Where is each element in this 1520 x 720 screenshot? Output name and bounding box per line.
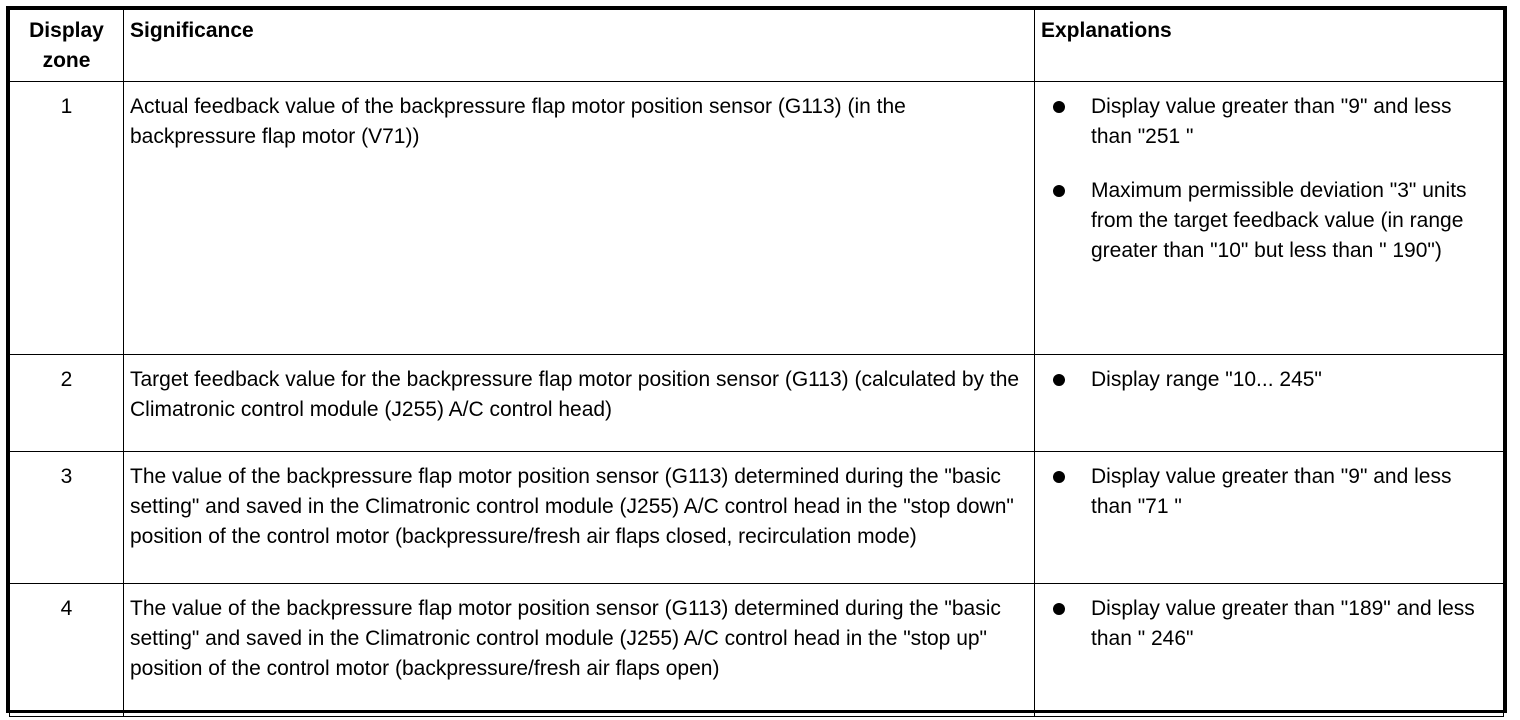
display-zone-table-container [6, 6, 1507, 713]
significance-cell: The value of the backpressure flap motor position sensor (G113) determined during the "basic setting" and saved in the Climatronic control module (J255) A/C control head in the "stop down" position of the control motor (backpressure/fresh air flaps closed, recirculation mode) [124, 452, 1035, 584]
bullet-icon [1053, 185, 1065, 197]
explanations-cell [1035, 355, 1504, 452]
zone-cell: 2 [10, 355, 124, 452]
bullet-icon [1053, 603, 1065, 615]
explanation-item [1053, 176, 1497, 266]
zone-cell: 1 [10, 82, 124, 355]
table-header-row [10, 10, 1504, 82]
table-row [10, 82, 1504, 355]
explanation-text: Display value greater than "189" and less than " 246" [1091, 597, 1475, 650]
explanations-cell [1035, 452, 1504, 584]
table-row [10, 584, 1504, 717]
explanations-cell [1035, 82, 1504, 355]
explanation-item [1053, 365, 1497, 395]
table-row [10, 355, 1504, 452]
zone-cell: 4 [10, 584, 124, 717]
significance-cell: Target feedback value for the backpressure flap motor position sensor (G113) (calculated by the Climatronic control module (J255) A/C control head) [124, 355, 1035, 452]
zone-cell: 3 [10, 452, 124, 584]
bullet-icon [1053, 374, 1065, 386]
significance-cell: The value of the backpressure flap motor position sensor (G113) determined during the "basic setting" and saved in the Climatronic control module (J255) A/C control head in the "stop up" position of the control motor (backpressure/fresh air flaps open) [124, 584, 1035, 717]
explanation-text: Display value greater than "9" and less than "251 " [1091, 95, 1452, 148]
explanation-text: Display value greater than "9" and less than "71 " [1091, 465, 1452, 518]
column-header-display-zone: Display zone [10, 10, 124, 82]
explanations-cell [1035, 584, 1504, 717]
column-header-explanations: Explanations [1035, 10, 1504, 82]
display-zone-table [9, 9, 1504, 717]
explanation-list [1053, 594, 1497, 654]
explanation-text: Display range "10... 245" [1091, 368, 1322, 391]
explanation-list [1053, 92, 1497, 266]
explanation-item [1053, 594, 1497, 654]
bullet-icon [1053, 101, 1065, 113]
significance-cell: Actual feedback value of the backpressure flap motor position sensor (G113) (in the backpressure flap motor (V71)) [124, 82, 1035, 355]
explanation-list [1053, 365, 1497, 395]
table-row [10, 452, 1504, 584]
explanation-item [1053, 92, 1497, 152]
column-header-significance: Significance [124, 10, 1035, 82]
explanation-item [1053, 462, 1497, 522]
bullet-icon [1053, 471, 1065, 483]
explanation-text: Maximum permissible deviation "3" units from the target feedback value (in range greater than "10" but less than " 190") [1091, 179, 1467, 262]
explanation-list [1053, 462, 1497, 522]
